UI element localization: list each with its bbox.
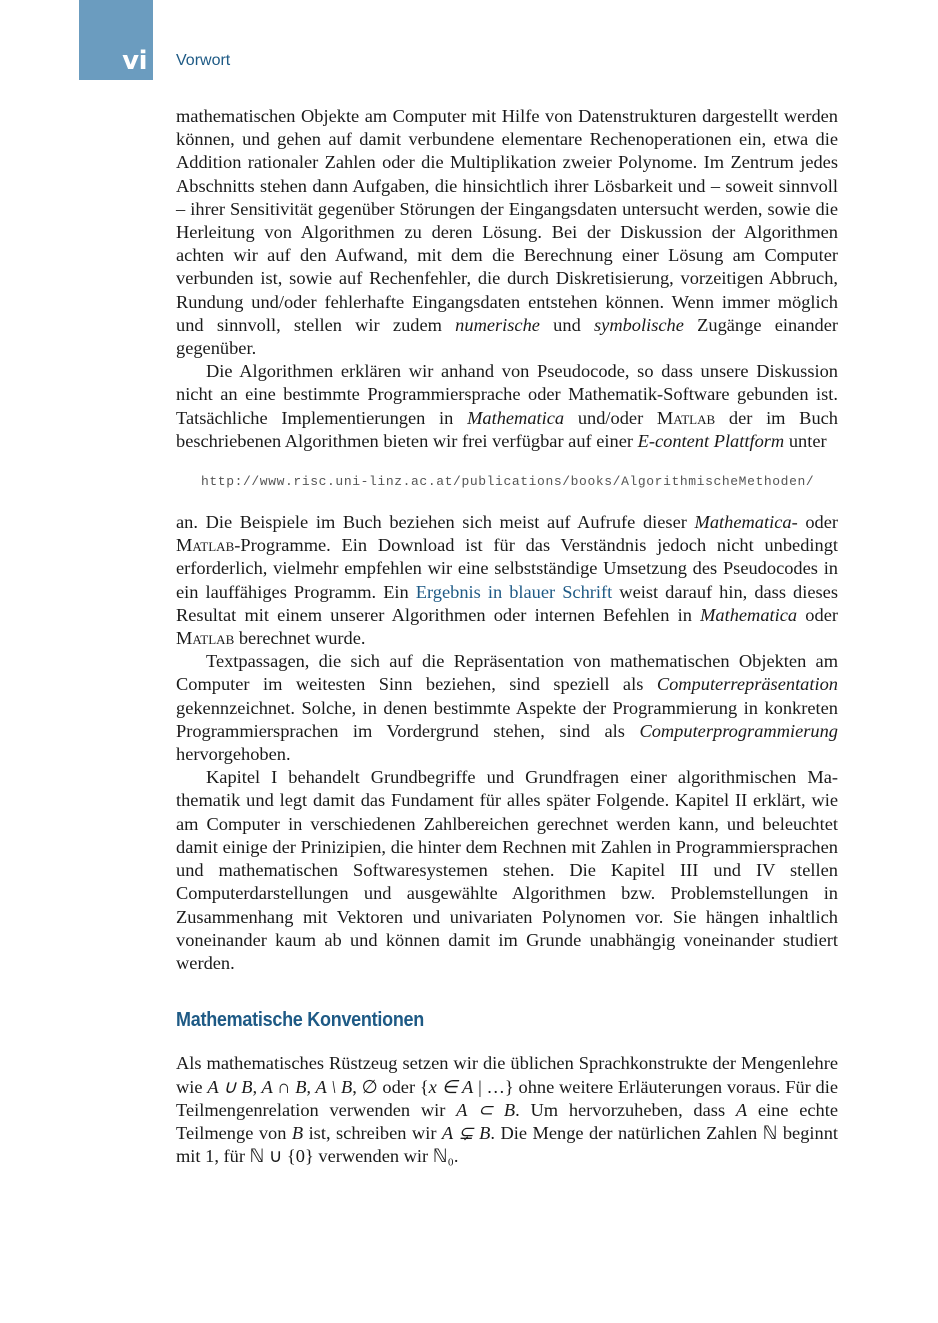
text: Zugänge einander gegenüber. [176,314,839,359]
page-number-box [79,0,153,80]
text: Die Algorithmen erklären wir anhand von Pseudocode, so dass unsere Diskussion nicht an eine bestimmte Programmiersprache oder Mathematik-Software gebunden ist. Tatsächliche Implementierungen in [176,361,838,428]
paragraph: Kapitel I behandelt Grundbegriffe und Grundfragen einer algorithmischen Mathematik und legt damit das Fundament für alles später Folgende. Kapitel II erklärt, wie am Computer in verschiedenen Zahlbereichen gerechnet werden kann, und beleuchtet damit einige der Prinizipien, die hinter dem Rechnen mit Zahlen in Programmiersprachen und mathematischen Softwaresystemen stehen. Die Kapitel III und IV stellen Computerdarstellungen und ausgewählte Algorithmen bzw. Problemstellungen in Zusammenhang mit Vektoren und univariaten Polynomen vor. Sie hängen inhaltlich voneinander kaum ab und können damit im Grunde unabhängig voneinander studiert werden. [176,767,838,973]
text: eine echte Teilmenge von [176,1099,838,1143]
emphasis: symbolische [594,314,684,335]
text: der im Buch beschriebenen Algorithmen bieten wir frei verfügbar auf einer [176,407,839,451]
paragraph [176,1052,838,1168]
text: . Um hervorzuheben, dass [515,1099,736,1120]
page-body [176,105,838,1168]
emphasis: Computerrepräsentation [656,674,838,695]
paragraph [176,650,838,766]
math: A [735,1099,748,1120]
text: -Programme. Ein Download ist für das Verständnis jedoch nicht unbedingt erforderlich, vielmehr empfehlen wir eine selbstständige Umsetzung des Pseudocodes in ein lauffähiges Programm. Ein [176,535,838,602]
emphasis: Mathematica [467,407,565,428]
small-caps-text: Matlab [176,535,235,556]
text: an. Die Beispiele im Buch beziehen sich meist auf Aufrufe dieser [176,512,695,533]
emphasis: Computerprogrammierung [639,720,838,741]
emphasis: Mathematica [700,604,798,625]
math: x ∈ A [428,1076,474,1097]
paragraph [176,360,838,453]
math: B [291,1122,304,1143]
text: | …} ohne weitere Erläuterungen voraus. Für die Teilmengenrelation verwenden wir [176,1076,838,1120]
emphasis: E-content Plattform [637,430,785,451]
text: Textpassagen, die sich auf die Repräsentation von mathematischen Objekten am Computer im weitesten Sinn beziehen, sind speziell als [176,651,838,695]
text: unter [784,430,827,451]
math: A ∪ B, A ∩ B, A \ B [207,1076,353,1097]
text: Als mathematisches Rüstzeug setzen wir die üblichen Sprachkonstrukte der Mengenlehre wie [176,1053,838,1097]
math: A ⊂ B [456,1099,516,1120]
small-caps-text: Matlab [656,407,716,428]
page-number: vi [122,46,147,76]
platform-url[interactable]: http://www.risc.uni-linz.ac.at/publications/books/AlgorithmischeMethoden/ [201,474,815,490]
text: mathematischen Objekte am Computer mit Hilfe von Datenstrukturen dargestellt werden können, und gehen auf damit verbundene elementare Rechenoperationen ein, etwa die Addition rationaler Zahlen oder die Multiplikation zweier Polynome. Im Zentrum jedes Abschnitts stehen dann Aufgaben, die hinsichtlich ihrer Lösbarkeit und – soweit sinnvoll – ihrer Sensitivität gegenüber Störungen der Eingangsdaten untersucht werden, sowie die Herleitung von Algorithmen zu deren Lösung. Bei der Diskussion der Algorithmen achten wir auf den Aufwand, mit dem die Berechnung einer Lösung am Computer verbunden ist, sowie auf Rechenfehler, die durch Diskretisierung, vorzeitigen Abbruch, Rundung und/oder fehlerhafte Eingangsdaten entstehen können. Wenn immer möglich und sinnvoll, stellen wir zudem [176,106,838,335]
text: weist darauf hin, dass dieses Resultat mit einem unserer Algorithmen oder internen Befehlen in [176,581,838,625]
math: A ⊊ B [441,1122,491,1143]
text: und/oder [564,407,657,428]
paragraph [176,511,838,650]
text: - oder [791,512,838,533]
blue-text-example: Ergebnis in blauer Schrift [415,581,613,602]
text: , ∅ oder { [352,1076,429,1097]
small-caps-text: Matlab [176,628,235,649]
text: gekennzeichnet. Solche, in denen bestimmte Aspekte der Programmierung in konkreten Programmiersprachen im Vordergrund stehen, sind als [176,697,838,741]
running-title: Vorwort [176,52,231,69]
text: berechnet wurde. [234,628,366,649]
text: ist, schreiben wir [303,1122,442,1143]
text: und [539,314,595,335]
emphasis: numerische [455,314,540,335]
text: oder [797,604,838,625]
section-heading: Mathematische Konventionen [176,1009,425,1032]
paragraph [176,105,838,360]
text: hervorgehoben. [176,744,291,765]
emphasis: Mathematica [694,512,792,533]
text: . Die Menge der natürlichen Zahlen ℕ beginnt mit 1, für ℕ ∪ {0} verwenden wir ℕ₀. [176,1122,839,1167]
